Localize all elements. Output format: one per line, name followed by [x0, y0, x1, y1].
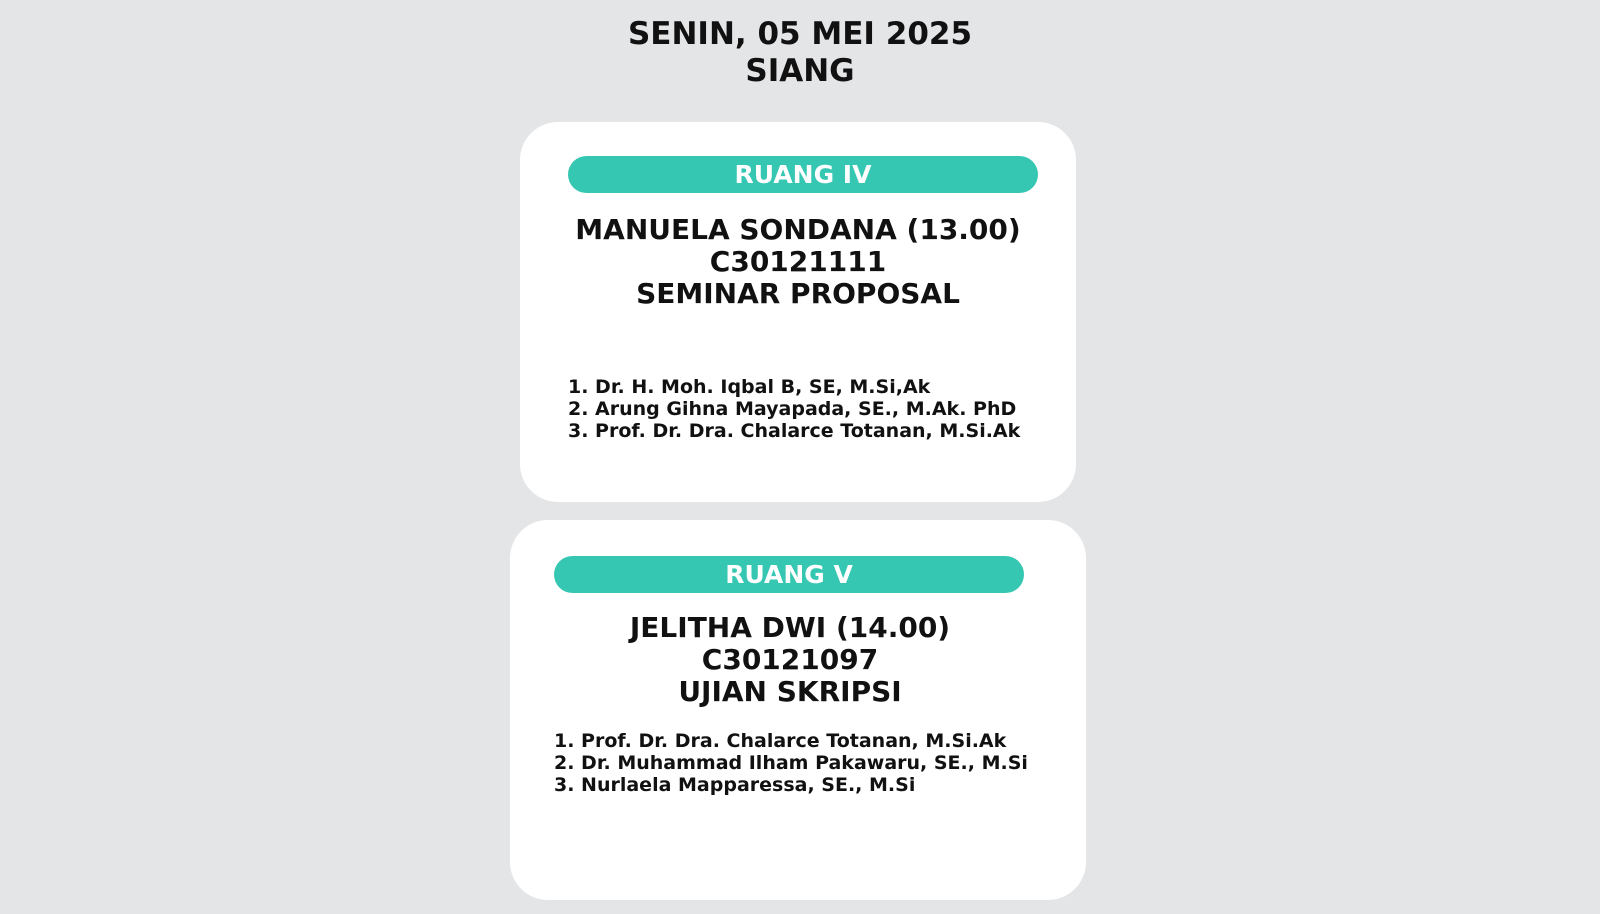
examiner-item: 2. Dr. Muhammad Ilham Pakawaru, SE., M.Si — [554, 752, 1028, 774]
exam-type: SEMINAR PROPOSAL — [636, 277, 960, 310]
student-id: C30121111 — [709, 245, 887, 278]
examiner-item: 1. Prof. Dr. Dra. Chalarce Totanan, M.Si.Ak — [554, 730, 1007, 752]
student-id: C30121097 — [701, 643, 879, 676]
room-badge: RUANG V — [554, 556, 1024, 593]
student-name-time: JELITHA DWI (14.00) — [629, 611, 951, 644]
exam-info — [512, 612, 1068, 708]
examiner-item: 3. Nurlaela Mapparessa, SE., M.Si — [554, 774, 916, 796]
examiner-item: 2. Arung Gihna Mayapada, SE., M.Ak. PhD — [568, 398, 1017, 420]
examiner-item: 1. Dr. H. Moh. Iqbal B, SE, M.Si,Ak — [568, 376, 931, 398]
exam-info — [528, 214, 1068, 310]
schedule-card-ruang-v — [510, 520, 1086, 900]
examiner-item: 3. Prof. Dr. Dra. Chalarce Totanan, M.Si.Ak — [568, 420, 1021, 442]
schedule-date: SENIN, 05 MEI 2025 — [627, 16, 973, 52]
exam-type: UJIAN SKRIPSI — [678, 675, 902, 708]
examiner-list — [568, 376, 1020, 442]
examiner-list — [554, 730, 1028, 796]
schedule-header — [0, 16, 1600, 90]
student-name-time: MANUELA SONDANA (13.00) — [575, 213, 1021, 246]
schedule-session: SIANG — [745, 53, 855, 89]
schedule-card-ruang-iv — [520, 122, 1076, 502]
room-badge: RUANG IV — [568, 156, 1038, 193]
